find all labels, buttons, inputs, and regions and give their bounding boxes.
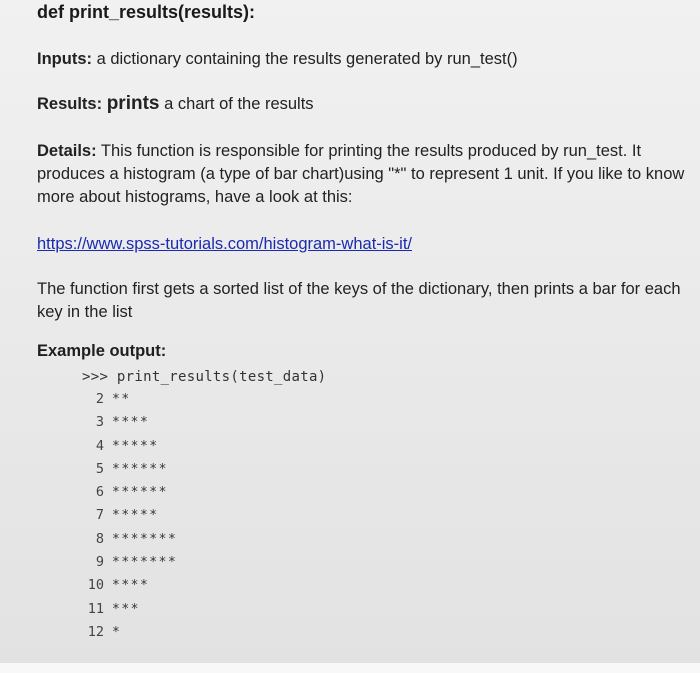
results-text: a chart of the results xyxy=(159,95,314,113)
histogram-key: 5 xyxy=(95,460,104,477)
histogram-row xyxy=(82,388,326,411)
histogram-bar: ****** xyxy=(112,485,168,501)
inputs-label: Inputs: xyxy=(37,50,92,68)
histogram-bar: *** xyxy=(112,601,140,617)
histogram-bar: * xyxy=(112,624,122,640)
histogram-bar: ******* xyxy=(112,555,178,571)
example-output-code xyxy=(82,366,326,644)
histogram-bar: **** xyxy=(112,578,150,594)
histogram-bar: ***** xyxy=(112,438,159,454)
function-description: The function first gets a sorted list of the keys of the dictionary, then prints a bar for each key in the list xyxy=(37,280,681,321)
link-paragraph xyxy=(37,233,687,256)
histogram-row xyxy=(82,435,326,458)
histogram-row xyxy=(82,621,326,644)
histogram-row xyxy=(82,504,326,527)
details-label: Details: xyxy=(37,142,97,160)
histogram-row xyxy=(82,458,326,481)
details-text: This function is responsible for printing the results produced by run_test. It produces a histogram (a type of bar chart)using "*" to represent 1 unit. If you like to know more about histograms, have a look at this: xyxy=(37,142,685,206)
histogram-link[interactable]: https://www.spss-tutorials.com/histogram-what-is-it/ xyxy=(37,235,413,253)
histogram-key: 9 xyxy=(95,554,104,571)
histogram-key: 7 xyxy=(95,507,104,524)
histogram-key: 4 xyxy=(95,437,104,454)
histogram-row xyxy=(82,551,326,574)
histogram-key: 8 xyxy=(95,530,104,547)
histogram-bar: ***** xyxy=(112,508,159,524)
histogram-row xyxy=(82,598,326,621)
inputs-text: a dictionary containing the results generated by run_test() xyxy=(92,50,518,68)
code-prompt: >>> print_results(test_data) xyxy=(82,369,327,385)
histogram-key: 6 xyxy=(95,484,104,501)
results-paragraph xyxy=(37,92,687,116)
function-signature: def print_results(results): xyxy=(37,2,256,22)
histogram-bar: **** xyxy=(112,415,150,431)
details-paragraph xyxy=(37,140,687,209)
histogram-row xyxy=(82,574,326,597)
histogram-row xyxy=(82,411,326,434)
example-label: Example output: xyxy=(37,342,167,360)
histogram-key: 10 xyxy=(87,577,104,594)
histogram-key: 2 xyxy=(95,391,104,407)
inputs-paragraph xyxy=(37,48,687,71)
histogram-row xyxy=(82,528,326,551)
histogram-bar: ******* xyxy=(112,531,178,547)
histogram-bar: ** xyxy=(112,392,131,407)
bottom-edge xyxy=(0,663,700,673)
results-label: Results: xyxy=(37,95,103,113)
histogram-key: 11 xyxy=(87,600,104,617)
histogram-key: 3 xyxy=(95,414,104,431)
histogram-output xyxy=(82,388,326,644)
histogram-bar: ****** xyxy=(112,461,168,477)
results-emphasis: prints xyxy=(106,93,160,114)
histogram-key: 12 xyxy=(87,623,104,640)
histogram-row xyxy=(82,481,326,504)
